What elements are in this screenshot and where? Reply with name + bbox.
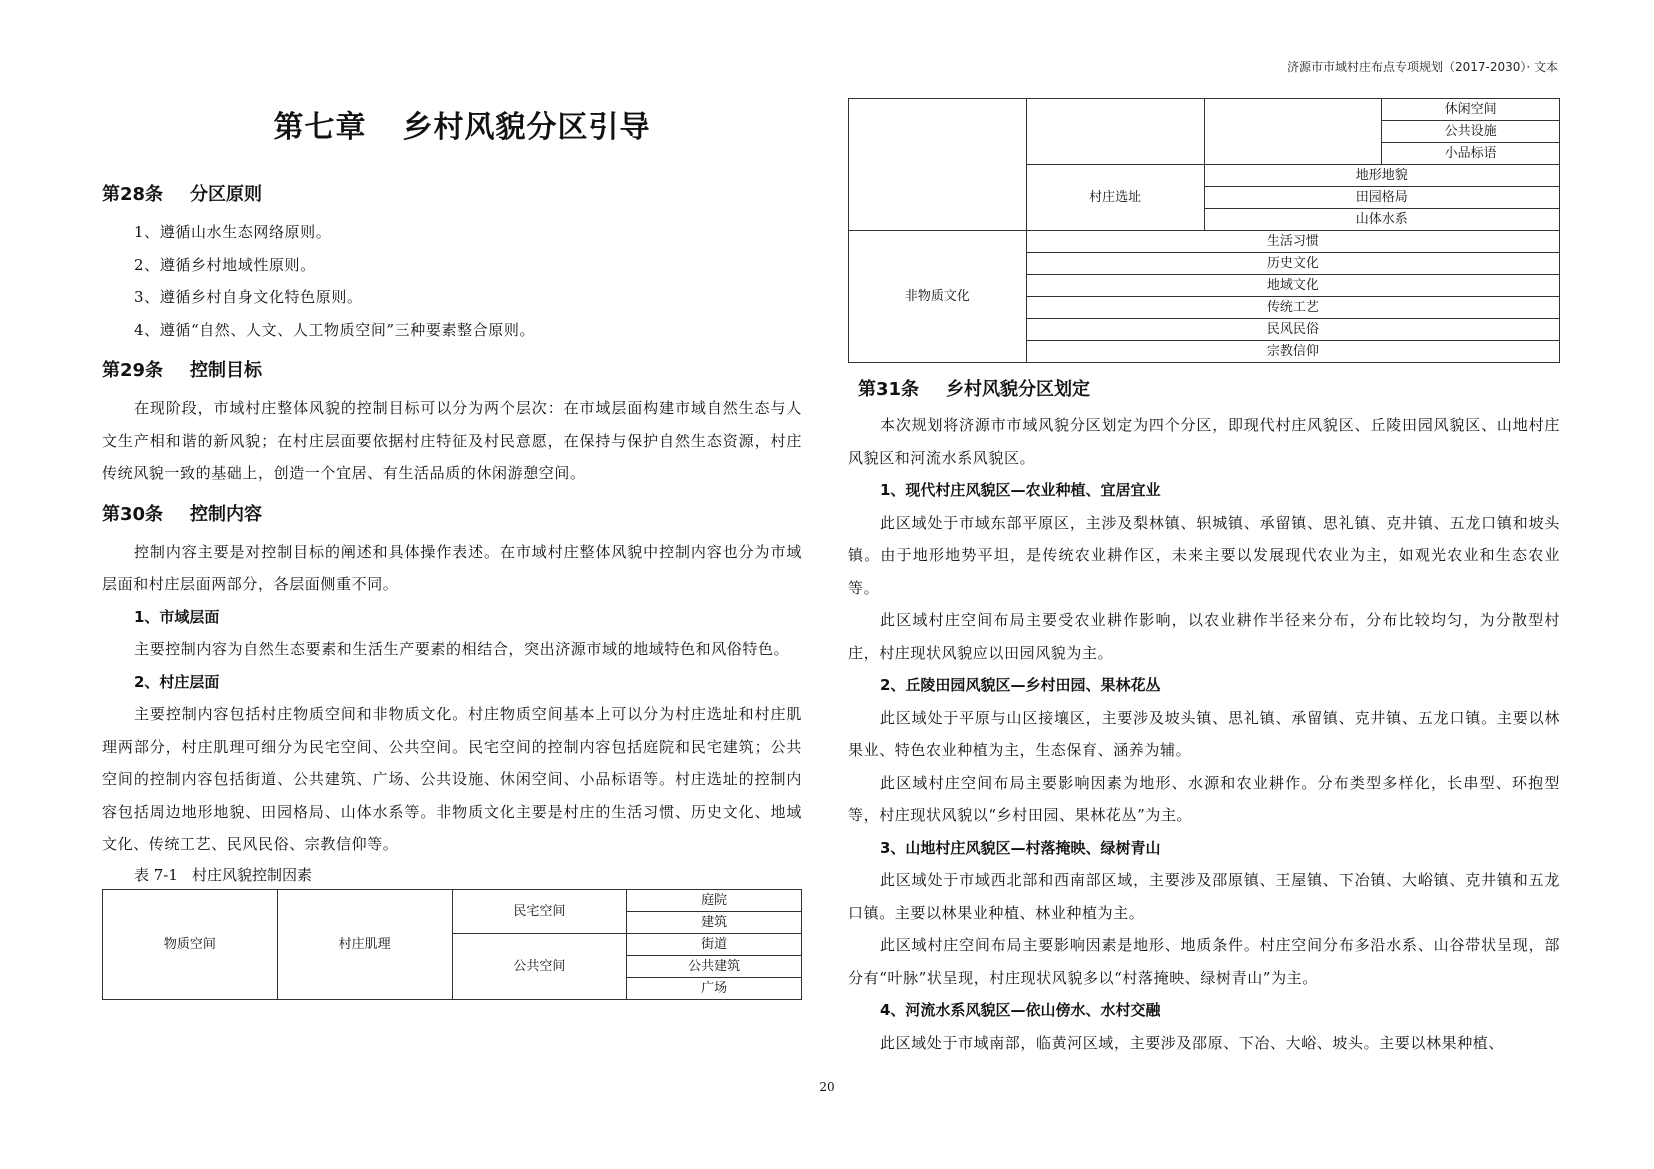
table-cell (849, 99, 1027, 231)
table-cell: 村庄选址 (1026, 165, 1204, 231)
table-cell: 传统工艺 (1026, 297, 1559, 319)
section-30-heading (102, 498, 802, 532)
table-cell (1026, 99, 1204, 165)
table-cell: 地形地貌 (1204, 165, 1560, 187)
table-cell: 生活习惯 (1026, 231, 1559, 253)
chapter-number: 第七章 (273, 110, 367, 145)
principle-item: 4、遵循“自然、人文、人工物质空间”三种要素整合原则。 (134, 320, 536, 339)
table-number: 表 7-1 (134, 865, 178, 884)
paragraph: 此区域处于市域东部平原区，主涉及梨林镇、轵城镇、承留镇、思礼镇、克井镇、五龙口镇和坡头镇。由于地形地势平坦，是传统农业耕作区，未来主要以发展现代农业为主，如观光农业和生态农业等。 (848, 513, 1560, 597)
chapter-title (102, 100, 802, 156)
table-cell: 历史文化 (1026, 253, 1559, 275)
chapter-name: 乡村风貌分区引导 (402, 110, 651, 145)
section-title: 乡村风貌分区划定 (946, 379, 1090, 400)
subheading: 1、现代村庄风貌区—农业种植、宜居宜业 (880, 481, 1161, 499)
right-column (848, 98, 1560, 1059)
table-title: 村庄风貌控制因素 (191, 865, 312, 884)
subheading: 1、市域层面 (134, 607, 220, 626)
table-cell: 休闲空间 (1382, 99, 1560, 121)
section-31-heading (848, 373, 1560, 407)
paragraph: 主要控制内容包括村庄物质空间和非物质文化。村庄物质空间基本上可以分为村庄选址和村庄肌理两部分，村庄肌理可细分为民宅空间、公共空间。民宅空间的控制内容包括庭院和民宅建筑；公共空间的控制内容包括街道、公共建筑、广场、公共设施、休闲空间、小品标语等。村庄选址的控制内容包括周边地形地貌、田园格局、山体水系等。非物质文化主要是村庄的生活习惯、历史文化、地域文化、传统工艺、民风民俗、宗教信仰等。 (102, 705, 802, 853)
table-cell (1204, 99, 1382, 165)
table-cell: 地域文化 (1026, 275, 1559, 297)
section-number: 第29条 (102, 360, 164, 381)
table-cell: 建筑 (627, 911, 802, 933)
table-cell: 村庄肌理 (277, 889, 452, 999)
paragraph: 在现阶段，市域村庄整体风貌的控制目标可以分为两个层次：在市域层面构建市域自然生态与人文生产相和谐的新风貌；在村庄层面要依据村庄特征及村民意愿，在保持与保护自然生态资源，村庄传统风貌一致的基础上，创造一个宜居、有生活品质的休闲游憩空间。 (102, 399, 802, 482)
table-cell: 广场 (627, 977, 802, 999)
paragraph: 主要控制内容为自然生态要素和生活生产要素的相结合，突出济源市域的地域特色和风俗特色。 (134, 640, 790, 658)
table-cell: 公共设施 (1382, 121, 1560, 143)
subheading: 4、河流水系风貌区—依山傍水、水村交融 (880, 1001, 1161, 1019)
table-cell: 公共空间 (452, 933, 627, 999)
paragraph: 此区域处于市域西北部和西南部区域，主要涉及邵原镇、王屋镇、下冶镇、大峪镇、克井镇和五龙口镇。主要以林果业种植、林业种植为主。 (848, 871, 1560, 922)
table-cell: 山体水系 (1204, 209, 1560, 231)
subheading: 3、山地村庄风貌区—村落掩映、绿树青山 (880, 838, 1161, 857)
table-caption (102, 861, 802, 889)
table-cell: 非物质文化 (849, 231, 1027, 363)
section-number: 第30条 (102, 503, 164, 525)
table-cell: 庭院 (627, 889, 802, 911)
table-cell: 宗教信仰 (1026, 341, 1559, 363)
control-factors-table-part1 (102, 889, 802, 1000)
section-28-heading (102, 178, 802, 212)
section-number: 第31条 (858, 379, 920, 400)
section-title: 控制目标 (190, 360, 262, 381)
principle-item: 1、遵循山水生态网络原则。 (134, 223, 332, 241)
subheading: 2、村庄层面 (134, 672, 220, 691)
table-cell: 小品标语 (1382, 143, 1560, 165)
table-cell: 田园格局 (1204, 187, 1560, 209)
section-title: 控制内容 (190, 503, 262, 525)
paragraph: 此区域村庄空间布局主要受农业耕作影响，以农业耕作半径来分布，分布比较均匀，为分散型村庄，村庄现状风貌应以田园风貌为主。 (848, 611, 1560, 662)
left-column (102, 90, 802, 1000)
paragraph: 此区域处于市域南部，临黄河区域，主要涉及邵原、下冶、大峪、坡头。主要以林果种植、 (880, 1033, 1505, 1052)
control-factors-table-part2 (848, 98, 1560, 363)
paragraph: 此区域处于平原与山区接壤区，主要涉及坡头镇、思礼镇、承留镇、克井镇、五龙口镇。主要以林果业、特色农业种植为主，生态保育、涵养为辅。 (848, 708, 1560, 759)
table-cell: 公共建筑 (627, 955, 802, 977)
section-29-heading (102, 354, 802, 388)
running-header: 济源市市域村庄布点专项规划（2017-2030）· 文本 (1286, 60, 1558, 74)
paragraph: 本次规划将济源市市域风貌分区划定为四个分区，即现代村庄风貌区、丘陵田园风貌区、山地村庄风貌区和河流水系风貌区。 (848, 416, 1560, 467)
paragraph: 此区域村庄空间布局主要影响因素是地形、地质条件。村庄空间分布多沿水系、山谷带状呈现，部分有“叶脉”状呈现，村庄现状风貌多以“村落掩映、绿树青山”为主。 (848, 936, 1560, 987)
principle-item: 3、遵循乡村自身文化特色原则。 (134, 288, 363, 306)
section-number: 第28条 (102, 184, 164, 205)
table-cell: 街道 (627, 933, 802, 955)
paragraph: 控制内容主要是对控制目标的阐述和具体操作表述。在市域村庄整体风貌中控制内容也分为市域层面和村庄层面两部分，各层面侧重不同。 (102, 542, 802, 593)
section-title: 分区原则 (190, 184, 262, 205)
table-cell: 民宅空间 (452, 889, 627, 933)
subheading: 2、丘陵田园风貌区—乡村田园、果林花丛 (880, 676, 1161, 694)
table-cell: 民风民俗 (1026, 319, 1559, 341)
page-number: 20 (819, 1080, 835, 1094)
paragraph: 此区域村庄空间布局主要影响因素为地形、水源和农业耕作。分布类型多样化，长串型、环抱型等，村庄现状风貌以“乡村田园、果林花丛”为主。 (848, 773, 1560, 824)
principle-item: 2、遵循乡村地域性原则。 (134, 255, 316, 274)
table-cell: 物质空间 (103, 889, 278, 999)
